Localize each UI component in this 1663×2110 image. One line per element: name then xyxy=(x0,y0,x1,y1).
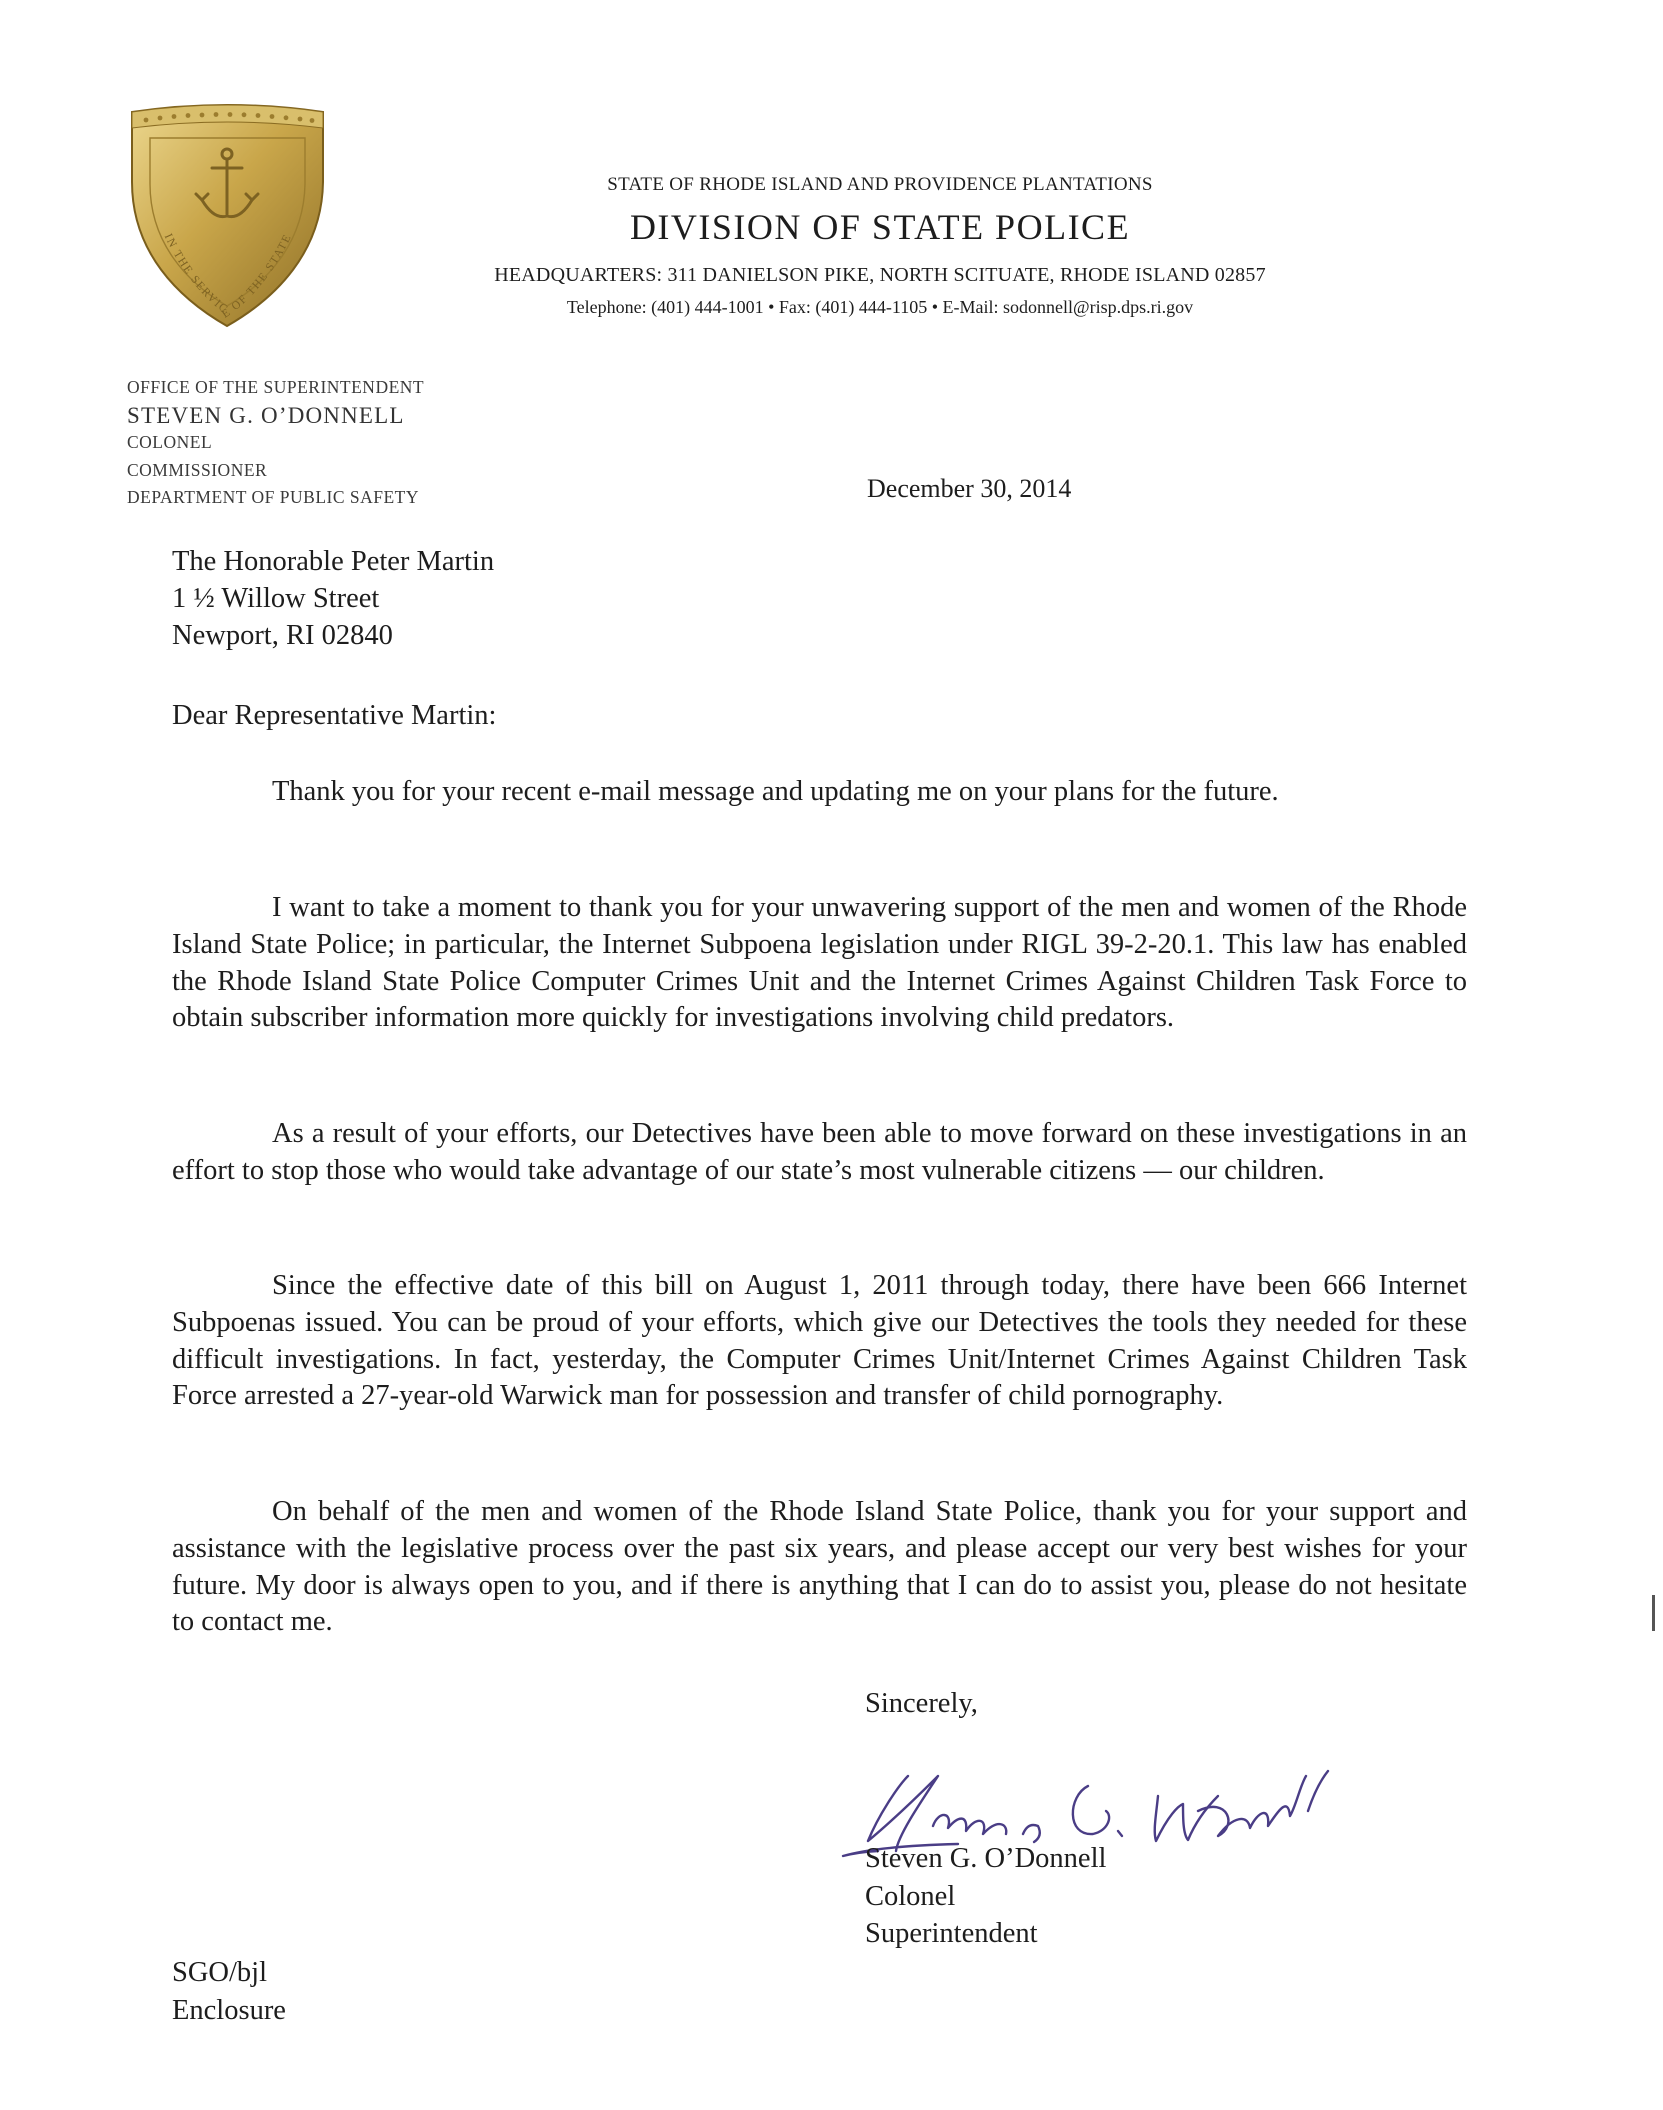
letterhead-contact-line: Telephone: (401) 444-1001 • Fax: (401) 444-1105 • E-Mail: sodonnell@risp.dps.ri.gov xyxy=(566,297,1194,317)
body-paragraph-5: On behalf of the men and women of the Rhode Island State Police, thank you for your support and assistance with the legislative process over the past six years, and please accept our very best wishes for your future. My door is always open to you, and if there is anything that I can do to assist you, please do not hesitate to contact me. xyxy=(172,1496,1467,1638)
office-superintendent-name: STEVEN G. O’DONNELL xyxy=(127,402,405,428)
office-block xyxy=(127,374,424,512)
office-commissioner: COMMISSIONER xyxy=(127,459,268,480)
signer-title: Colonel xyxy=(865,1880,956,1912)
state-police-badge-icon xyxy=(126,102,329,328)
enclosure-note: Enclosure xyxy=(172,1994,286,2026)
body-paragraph-2: I want to take a moment to thank you for your unwavering support of the men and women of the Rhode Island State Police; in particular, the Internet Subpoena legislation under RIGL 39-2-20.1. This law has enabled the Rhode Island State Police Computer Crimes Unit and the Internet Crimes Against Children Task Force to obtain subscriber information more quickly for investigations involving child predators. xyxy=(172,892,1467,1034)
reference-initials: SGO/bjl xyxy=(172,1957,268,1988)
reference-block xyxy=(172,1954,286,2029)
office-title: OFFICE OF THE SUPERINTENDENT xyxy=(127,377,425,397)
letter-date: December 30, 2014 xyxy=(867,474,1072,503)
body-paragraph-3: As a result of your efforts, our Detectives have been able to move forward on these investigations in an effort to stop those who would take advantage of our state’s most vulnerable citizens — our children. xyxy=(172,1118,1467,1186)
scan-margin-mark xyxy=(1652,1595,1655,1631)
office-department: DEPARTMENT OF PUBLIC SAFETY xyxy=(127,487,420,507)
recipient-name: The Honorable Peter Martin xyxy=(172,546,495,577)
signer-role: Superintendent xyxy=(865,1918,1038,1949)
signer-block xyxy=(865,1840,1106,1953)
letterhead-state-line: STATE OF RHODE ISLAND AND PROVIDENCE PLANTATIONS xyxy=(607,174,1153,195)
letterhead-division-title: DIVISION OF STATE POLICE xyxy=(629,207,1131,247)
recipient-street: 1 ½ Willow Street xyxy=(172,583,380,614)
office-rank: COLONEL xyxy=(127,432,213,452)
letterhead-headquarters-address: HEADQUARTERS: 311 DANIELSON PIKE, NORTH SCITUATE, RHODE ISLAND 02857 xyxy=(494,264,1266,286)
recipient-city: Newport, RI 02840 xyxy=(172,620,393,651)
body-paragraph-4: Since the effective date of this bill on August 1, 2011 through today, there have been 666 Internet Subpoenas issued. You can be proud of your efforts, which give our Detectives the tools they needed for these difficult investigations. In fact, yesterday, the Computer Crimes Unit/Internet Crimes Against Children Task Force arrested a 27-year-old Warwick man for possession and transfer of child pornography. xyxy=(172,1270,1467,1412)
salutation: Dear Representative Martin: xyxy=(172,700,497,731)
closing: Sincerely, xyxy=(865,1688,978,1719)
signer-name: Steven G. O’Donnell xyxy=(865,1843,1107,1874)
recipient-address xyxy=(172,543,494,654)
body-paragraph-1: Thank you for your recent e-mail message and updating me on your plans for the future. xyxy=(272,776,1279,807)
svg-text:IN THE SERVICE OF THE STATE: IN THE SERVICE OF THE STATE xyxy=(161,231,295,321)
